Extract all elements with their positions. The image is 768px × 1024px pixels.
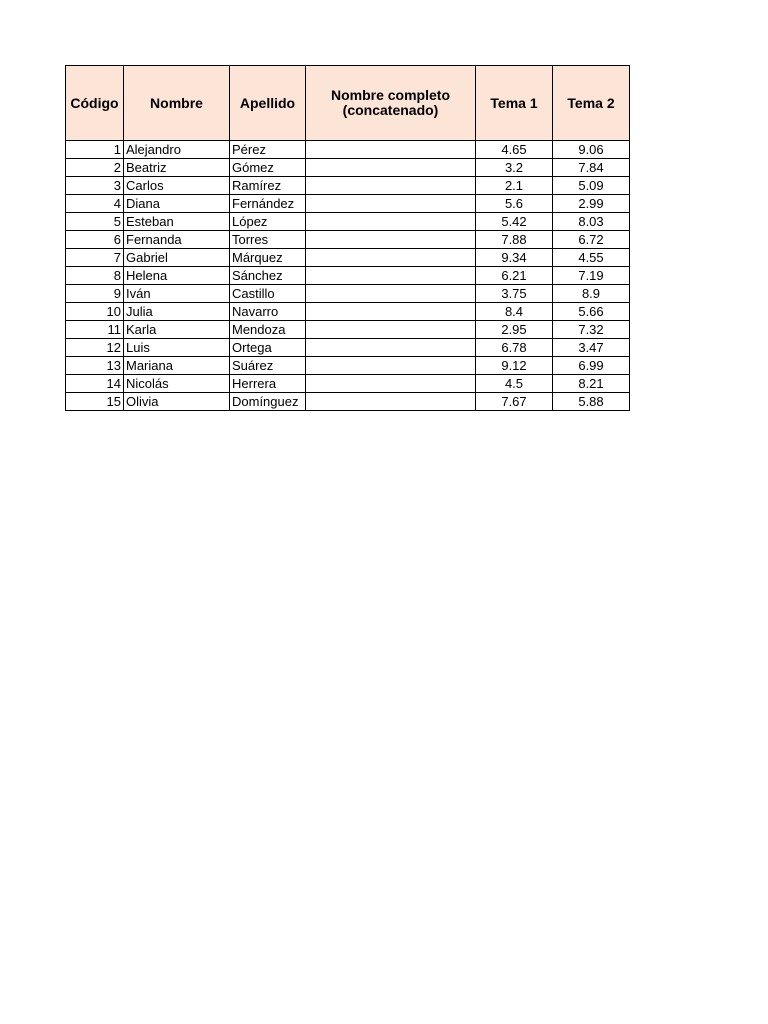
cell-codigo[interactable]: 7 [66,249,124,267]
cell-nombre-completo[interactable] [306,267,476,285]
cell-apellido[interactable]: Castillo [230,285,306,303]
cell-codigo[interactable]: 12 [66,339,124,357]
header-tema1[interactable]: Tema 1 [476,66,553,141]
cell-nombre-completo[interactable] [306,159,476,177]
cell-codigo[interactable]: 11 [66,321,124,339]
cell-tema2[interactable]: 8.03 [553,213,630,231]
cell-tema2[interactable]: 6.72 [553,231,630,249]
cell-tema1[interactable]: 3.2 [476,159,553,177]
table-row [66,339,630,357]
cell-nombre[interactable]: Gabriel [124,249,230,267]
cell-nombre[interactable]: Diana [124,195,230,213]
cell-tema2[interactable]: 6.99 [553,357,630,375]
cell-nombre[interactable]: Olivia [124,393,230,411]
table-row [66,213,630,231]
cell-tema1[interactable]: 9.34 [476,249,553,267]
cell-tema1[interactable]: 6.78 [476,339,553,357]
cell-codigo[interactable]: 13 [66,357,124,375]
cell-tema2[interactable]: 2.99 [553,195,630,213]
header-apellido[interactable]: Apellido [230,66,306,141]
cell-apellido[interactable]: Márquez [230,249,306,267]
cell-apellido[interactable]: Ramírez [230,177,306,195]
cell-nombre-completo[interactable] [306,375,476,393]
header-nombre-completo-line2: (concatenado) [342,102,439,118]
table-row [66,375,630,393]
cell-nombre[interactable]: Alejandro [124,141,230,159]
cell-nombre[interactable]: Karla [124,321,230,339]
cell-tema1[interactable]: 3.75 [476,285,553,303]
cell-nombre[interactable]: Julia [124,303,230,321]
cell-nombre[interactable]: Beatriz [124,159,230,177]
header-row [66,66,630,141]
cell-tema2[interactable]: 7.32 [553,321,630,339]
cell-apellido[interactable]: Sánchez [230,267,306,285]
cell-tema1[interactable]: 9.12 [476,357,553,375]
cell-tema2[interactable]: 7.84 [553,159,630,177]
cell-tema2[interactable]: 7.19 [553,267,630,285]
cell-tema1[interactable]: 4.65 [476,141,553,159]
cell-apellido[interactable]: Gómez [230,159,306,177]
header-codigo[interactable]: Código [66,66,124,141]
cell-nombre[interactable]: Carlos [124,177,230,195]
cell-nombre[interactable]: Nicolás [124,375,230,393]
cell-nombre-completo[interactable] [306,393,476,411]
cell-apellido[interactable]: Ortega [230,339,306,357]
cell-apellido[interactable]: Herrera [230,375,306,393]
table-row [66,231,630,249]
cell-apellido[interactable]: Torres [230,231,306,249]
cell-nombre[interactable]: Mariana [124,357,230,375]
cell-codigo[interactable]: 2 [66,159,124,177]
cell-tema2[interactable]: 5.09 [553,177,630,195]
cell-apellido[interactable]: López [230,213,306,231]
table-row [66,249,630,267]
cell-nombre-completo[interactable] [306,321,476,339]
cell-codigo[interactable]: 14 [66,375,124,393]
table-row [66,141,630,159]
cell-tema2[interactable]: 3.47 [553,339,630,357]
cell-codigo[interactable]: 6 [66,231,124,249]
cell-nombre-completo[interactable] [306,357,476,375]
cell-tema2[interactable]: 4.55 [553,249,630,267]
table-row [66,195,630,213]
cell-codigo[interactable]: 1 [66,141,124,159]
cell-codigo[interactable]: 9 [66,285,124,303]
cell-tema2[interactable]: 5.88 [553,393,630,411]
header-nombre-completo-line1: Nombre completo [330,87,450,103]
cell-tema1[interactable]: 5.6 [476,195,553,213]
cell-nombre-completo[interactable] [306,303,476,321]
cell-nombre[interactable]: Iván [124,285,230,303]
table-row [66,321,630,339]
cell-tema2[interactable]: 8.21 [553,375,630,393]
table-row [66,267,630,285]
cell-nombre[interactable]: Esteban [124,213,230,231]
cell-nombre-completo[interactable] [306,231,476,249]
cell-tema1[interactable]: 8.4 [476,303,553,321]
cell-nombre-completo[interactable] [306,249,476,267]
cell-tema2[interactable]: 5.66 [553,303,630,321]
table-body [66,141,630,411]
table-row [66,303,630,321]
cell-apellido[interactable]: Fernández [230,195,306,213]
header-nombre-completo[interactable] [306,66,476,141]
cell-codigo[interactable]: 5 [66,213,124,231]
cell-apellido[interactable]: Pérez [230,141,306,159]
cell-codigo[interactable]: 3 [66,177,124,195]
table-row [66,159,630,177]
cell-tema2[interactable]: 9.06 [553,141,630,159]
cell-codigo[interactable]: 10 [66,303,124,321]
cell-tema1[interactable]: 6.21 [476,267,553,285]
cell-apellido[interactable]: Navarro [230,303,306,321]
student-grades-table [65,65,630,411]
header-nombre[interactable]: Nombre [124,66,230,141]
cell-tema1[interactable]: 5.42 [476,213,553,231]
table-row [66,393,630,411]
cell-nombre[interactable]: Luis [124,339,230,357]
cell-tema1[interactable]: 2.1 [476,177,553,195]
cell-tema1[interactable]: 2.95 [476,321,553,339]
cell-nombre-completo[interactable] [306,141,476,159]
cell-apellido[interactable]: Domínguez [230,393,306,411]
cell-nombre-completo[interactable] [306,195,476,213]
cell-tema2[interactable]: 8.9 [553,285,630,303]
cell-tema1[interactable]: 7.88 [476,231,553,249]
table-row [66,285,630,303]
cell-nombre[interactable]: Fernanda [124,231,230,249]
cell-codigo[interactable]: 15 [66,393,124,411]
header-tema2[interactable]: Tema 2 [553,66,630,141]
cell-nombre[interactable]: Helena [124,267,230,285]
cell-apellido[interactable]: Suárez [230,357,306,375]
cell-apellido[interactable]: Mendoza [230,321,306,339]
table-row [66,357,630,375]
cell-codigo[interactable]: 8 [66,267,124,285]
cell-nombre-completo[interactable] [306,213,476,231]
cell-nombre-completo[interactable] [306,339,476,357]
cell-codigo[interactable]: 4 [66,195,124,213]
cell-nombre-completo[interactable] [306,177,476,195]
cell-nombre-completo[interactable] [306,285,476,303]
cell-tema1[interactable]: 4.5 [476,375,553,393]
cell-tema1[interactable]: 7.67 [476,393,553,411]
table-row [66,177,630,195]
